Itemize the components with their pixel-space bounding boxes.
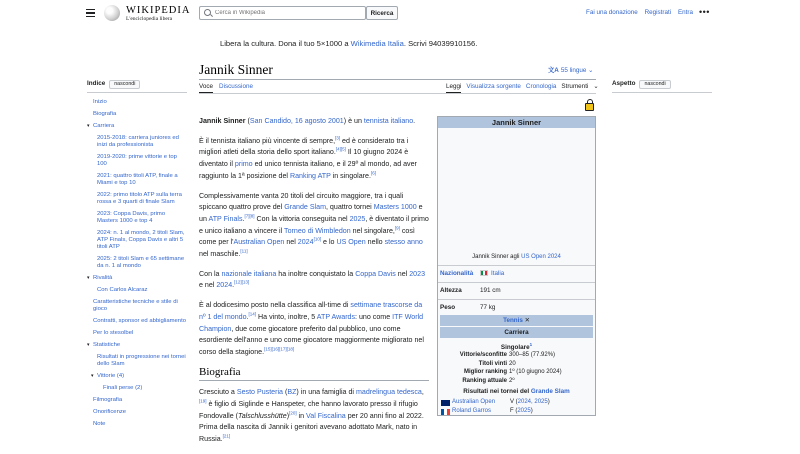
row-value: 191 cm (480, 287, 501, 294)
tab-leggi[interactable]: Leggi (446, 83, 461, 93)
slam-name[interactable]: Australian Open (452, 399, 496, 405)
search-button[interactable]: Ricerca (366, 6, 398, 20)
more-options-icon[interactable]: ••• (699, 7, 710, 17)
toc-item[interactable]: 2021: quattro titoli ATP, finale a Miami e top 10 (97, 173, 178, 186)
infobox (437, 116, 596, 416)
caption-link[interactable]: US Open 2024 (521, 254, 561, 260)
france-flag-icon (441, 409, 450, 415)
toc-item[interactable]: Risultati in progressione nei tornei dello Slam (97, 354, 186, 367)
link-wimbledon[interactable]: Torneo di Wimbledon (284, 226, 351, 235)
slam-result-suffix: ) (530, 408, 533, 414)
toc-divider (87, 92, 187, 93)
link-sesto-pusteria[interactable]: Sesto Pusteria (236, 388, 283, 397)
infobox-stats (438, 351, 595, 385)
tabs-divider (199, 93, 596, 94)
link-atp-awards[interactable]: ATP Awards (316, 312, 356, 321)
toc-item[interactable]: Per lo stesolbel (93, 330, 134, 336)
slam-row (438, 398, 595, 407)
toc-title: Indice (87, 80, 106, 87)
tab-voce[interactable]: Voce (199, 83, 213, 93)
stats-row (438, 377, 595, 386)
toc-header (87, 80, 187, 90)
toc-item[interactable]: Biografia (93, 111, 117, 117)
infobox-row-peso (438, 302, 595, 314)
slam-result (510, 407, 533, 416)
singolare-note[interactable]: 1 (529, 342, 533, 347)
toc-item[interactable]: ▾ Vittorie (4) (87, 373, 187, 380)
australia-flag-icon (441, 400, 450, 406)
link-tennista[interactable]: tennista italiano (363, 117, 414, 125)
paragraph-intro: Jannik Sinner (San Candido, 16 agosto 2001) è un tennista italiano. (199, 117, 416, 125)
chevron-down-icon: ⌄ (593, 83, 599, 90)
logo-tagline: L'enciclopedia libera (126, 16, 173, 22)
paragraph-biografia: Cresciuto a Sesto Pusteria (BZ) in una famiglia di madrelingua tedesca,[19] è figlio di Siglinde e Hanspeter, che hanno lavorato presso il rifugio Fondovalle (Talschlusshütte)[20] in Val Fiscalina per 20 anni fino al 2022. Prima della nascita di Jannik i genitori avevano adottato Mark, nato in Russia.[21] (199, 388, 424, 444)
article-body (199, 116, 429, 454)
link-us-open[interactable]: US Open (336, 238, 366, 247)
slam-result (510, 398, 550, 407)
chevron-down-icon: ⌄ (588, 67, 594, 74)
stats-key: Vittorie/sconfitte (459, 352, 507, 358)
link-2023[interactable]: 2023 (409, 269, 426, 278)
title-divider (199, 79, 596, 80)
toc-hide-button[interactable]: nascondi (109, 80, 140, 89)
slam-header-link[interactable]: Grande Slam (530, 388, 570, 395)
row-value: 77 kg (480, 304, 496, 311)
appearance-panel-header (612, 80, 671, 89)
italy-flag-icon (480, 270, 488, 276)
toc-item[interactable]: Onorificenze (93, 409, 127, 415)
slam-name[interactable]: Roland Garros (452, 408, 492, 414)
site-header (0, 0, 800, 30)
toc-item[interactable]: ▾ Rivalità (87, 275, 187, 282)
translate-icon: 文A (548, 67, 559, 74)
stats-value: 20 (509, 360, 516, 367)
link-grande-slam[interactable]: Grande Slam (284, 203, 326, 212)
appearance-title: Aspetto (612, 80, 636, 87)
tab-cronologia[interactable]: Cronologia (525, 83, 557, 90)
main-menu-icon[interactable] (86, 9, 95, 17)
appearance-hide-button[interactable]: nascondi (639, 80, 670, 89)
slam-header-text: Risultati nei tornei del (463, 388, 531, 395)
link-masters-1000[interactable]: Masters 1000 (373, 203, 417, 212)
infobox-singolare-band (440, 339, 593, 350)
infobox-title: Jannik Sinner (438, 117, 595, 128)
banner-text: Libera la cultura. Dona il tuo 5×1000 a (220, 39, 351, 48)
link-coppa-davis[interactable]: Coppa Davis (355, 269, 396, 278)
slam-year-links[interactable]: 2025 (517, 408, 531, 414)
row-key: Altezza (440, 287, 462, 294)
search-box[interactable] (199, 6, 366, 20)
toc-item[interactable]: 2024: n. 1 al mondo, 2 titoli Slam, ATP Finals, Coppa Davis e altri 5 titoli ATP (97, 230, 185, 250)
page-title: Jannik Sinner (199, 62, 273, 77)
link-madrelingua[interactable]: madrelingua tedesca (355, 388, 422, 397)
infobox-row-nazionalita (438, 268, 595, 280)
sport-link[interactable]: Tennis (503, 317, 523, 324)
appearance-divider (612, 92, 712, 93)
singolare-label: Singolare (500, 344, 530, 352)
infobox-divider (438, 282, 595, 283)
link-val-fiscalina[interactable]: Val Fiscalina (306, 411, 346, 420)
infobox-carriera-band: Carriera (440, 327, 593, 338)
register-link[interactable]: Registrati (644, 9, 672, 16)
link-2024b[interactable]: 2024 (216, 281, 233, 290)
paragraph-3: Complessivamente vanta 20 titoli del circuito maggiore, tra i quali spiccano quattro prove del Grande Slam, quattro tornei Masters 1000 e un ATP Finals.[7][8] Con la vittoria conseguita nel 2025, è diventato il primo e unico italiano a vincere il Torneo di Wimbledon nel singolare,[9] così come per l'Australian Open nel 2024[10] e lo US Open nello stesso anno nel maschile.[11] (199, 191, 429, 259)
slam-result-suffix: ) (547, 399, 550, 405)
paragraph-5: È al dodicesimo posto nella classifica all-time di settimane trascorse da nº 1 del mondo.[14] Ha vinto, inoltre, 5 ATP Awards: uno come ITF World Champion, due come giocatore preferito dal pubblico, uno come esordiente dell'anno e uno come giocatore maggiormente migliorato nel corso della stagione.[15][16][17][18] (199, 301, 424, 356)
link-atp-finals[interactable]: ATP Finals (208, 214, 243, 223)
login-link[interactable]: Entra (677, 9, 693, 16)
toc-item[interactable]: Inizio (93, 99, 107, 105)
row-key[interactable]: Nazionalità (440, 270, 474, 277)
caption-text: Jannik Sinner agli (472, 254, 522, 260)
donate-link[interactable]: Fai una donazione (586, 9, 638, 16)
link-primo[interactable]: primo (234, 160, 253, 169)
infobox-divider (438, 299, 595, 300)
search-icon (204, 9, 211, 16)
logo-wordmark[interactable]: WIKIPEDIA (126, 5, 191, 16)
link-bz[interactable]: BZ (287, 388, 297, 397)
slam-result-prefix: V ( (510, 399, 518, 405)
stats-value: 2º (509, 377, 515, 384)
semi-protected-lock-icon[interactable] (585, 99, 594, 111)
toc-item[interactable]: ▾ Carriera (87, 123, 187, 130)
slam-result-prefix: F ( (510, 408, 518, 414)
toc-item[interactable]: Contratti, sponsor ed abbigliamento (93, 318, 186, 324)
infobox-photo[interactable] (438, 128, 595, 252)
toc-item[interactable]: 2022: primo titolo ATP sulla terra rossa e 3 quarti di finale Slam (97, 192, 182, 205)
link-2024[interactable]: 2024 (297, 238, 314, 247)
toc-item[interactable]: ▾ Statistiche (87, 342, 187, 349)
stats-key: Miglior ranking (463, 369, 507, 375)
infobox-caption (438, 252, 595, 263)
banner-link[interactable]: Wikimedia Italia (350, 39, 404, 48)
link-2025[interactable]: 2025 (349, 214, 366, 223)
stats-row (438, 368, 595, 377)
toc-item[interactable]: 2025: 2 titoli Slam e 65 settimane da n. 1 al mondo (97, 256, 185, 269)
toc-item[interactable]: Caratteristiche tecniche e stile di gioco (93, 299, 178, 312)
toc-item[interactable]: 2023: Coppa Davis, primo Masters 1000 e top 4 (97, 211, 166, 224)
toc-item[interactable]: 2015-2018: carriera juniores ed inizi da professionista (97, 135, 179, 148)
toc-item[interactable]: Con Carlos Alcaraz (97, 287, 148, 293)
stats-value: 1º (10 giugno 2024) (509, 369, 562, 375)
table-of-contents (87, 80, 187, 433)
toc-item[interactable]: 2019-2020: prime vittorie e top 100 (97, 154, 177, 167)
view-tabs (446, 83, 604, 93)
tab-strumenti[interactable]: Strumenti (561, 83, 589, 90)
stats-row (438, 351, 595, 360)
link-san-candido[interactable]: San Candido, 16 agosto 2001 (249, 117, 344, 125)
slam-year-links[interactable]: 2024, 2025 (517, 399, 548, 405)
row-value[interactable]: Italia (491, 270, 505, 277)
link-settimane[interactable]: settimane trascorse da nº 1 del mondo (199, 301, 423, 321)
stats-key: Titoli vinti (478, 360, 507, 367)
infobox-sport-band (440, 315, 593, 326)
link-australian-open[interactable]: Australian Open (233, 238, 285, 247)
infobox-divider (438, 265, 595, 266)
infobox-row-altezza (438, 285, 595, 297)
toc-item[interactable]: Finali perse (2) (103, 385, 143, 391)
language-button[interactable] (548, 65, 593, 74)
toc-item[interactable]: Note (93, 421, 106, 427)
section-heading-biografia: Biografia (199, 367, 429, 382)
tab-visualizza-sorgente[interactable]: Visualizza sorgente (466, 83, 521, 90)
banner-text-end: . Scrivi 94039910156. (403, 39, 478, 48)
toc-item[interactable]: Filmografia (93, 397, 123, 403)
namespace-tabs (199, 83, 259, 93)
user-links (581, 9, 693, 16)
infobox-slams (438, 398, 595, 416)
donation-banner (220, 39, 477, 48)
link-stesso-anno[interactable]: stesso anno (384, 238, 423, 247)
infobox-slam-header (440, 386, 593, 397)
link-nazionale[interactable]: nazionale italiana (221, 269, 277, 278)
link-ranking-atp[interactable]: Ranking ATP (289, 171, 331, 180)
row-key: Peso (440, 304, 456, 311)
link-itf-world-champion[interactable]: ITF World Champion (199, 312, 424, 333)
stats-key: Ranking attuale (462, 377, 507, 384)
stats-row (438, 360, 595, 369)
search-input[interactable] (215, 8, 363, 18)
language-count: 55 lingue (560, 67, 587, 74)
tennis-racket-icon: ✕ (524, 317, 530, 324)
tab-discussione[interactable]: Discussione (219, 83, 253, 90)
wikipedia-globe-logo[interactable] (104, 5, 120, 21)
paragraph-4: Con la nazionale italiana ha inoltre conquistato la Coppa Davis nel 2023 e nel 2024.[12][13] (199, 269, 426, 290)
paragraph-2: È il tennista italiano più vincente di sempre,[3] ed è considerato tra i migliori atleti della storia dello sport italiano.[4][5] Il 10 giugno 2024 è diventato il primo ed unico tennista italiano, e il 29º al mondo, ad aver raggiunto la 1ª posizione del Ranking ATP in singolare.[6] (199, 135, 417, 180)
slam-row (438, 407, 595, 416)
toc-list (87, 99, 187, 428)
stats-value: 300–85 (77.92%) (509, 352, 556, 358)
